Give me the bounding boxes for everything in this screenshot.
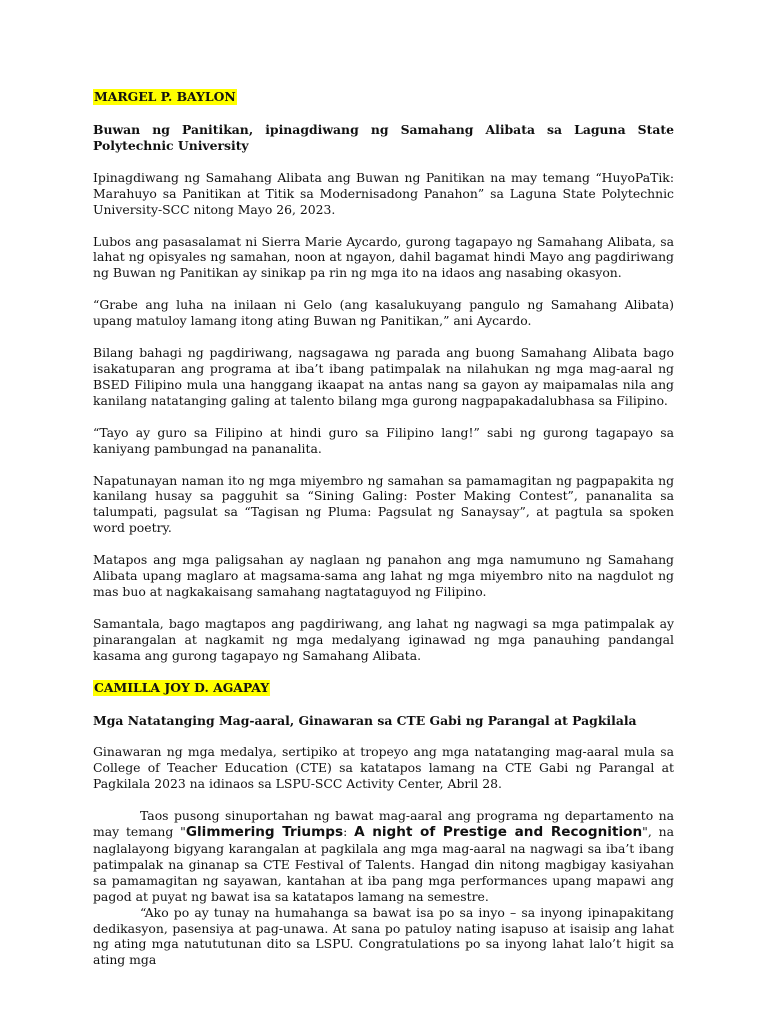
theme-title-part: A night of Prestige and Recognition <box>354 824 643 841</box>
paragraph: Ipinagdiwang ng Samahang Alibata ang Buwan ng Panitikan na may temang “HuyoPaTik: Marahuyo sa Panitikan at Titik sa Modernisadong Panahon” sa Laguna State Polytechnic University-SCC nitong Mayo 26, 2023. <box>93 169 674 217</box>
theme-title-part: Glimmering Triumps <box>185 824 344 841</box>
article-title: Mga Natatanging Mag-aaral, Ginawaran sa CTE Gabi ng Parangal at Pagkilala <box>93 712 637 728</box>
paragraph-quote: “Ako po ay tunay na humahanga sa bawat isa po sa inyo – sa inyong ipinapakitang dedikasyon, pasensiya at pag-unawa. At sana po patuloy nating isapuso at isaisip ang lahat ng ating mga natututunan dito sa LSPU. Congratulations po sa inyong lahat lalo’t higit sa ating mga <box>93 904 674 968</box>
paragraph-text: ", na naglalayong bigyang karangalan at pagkilala ang mga mag-aaral na nagwagi sa iba’t ibang patimpalak na ginanap sa CTE Festival of Talents. Hangad din nitong magbigay kasiyahan sa pamamagitan ng sayawan, kantahan at iba pang mga performances upang mapawi ang pagod at puyat ng bawat isa sa katatapos lamang na semestre. <box>93 824 674 904</box>
paragraph: Ginawaran ng mga medalya, sertipiko at tropeyo ang mga natatanging mag-aaral mula sa College of Teacher Education (CTE) sa katatapos lamang na CTE Gabi ng Parangal at Pagkilala 2023 na idinaos sa LSPU-SCC Activity Center, Abril 28. <box>93 744 674 792</box>
paragraph-theme <box>93 808 674 904</box>
paragraph: “Tayo ay guro sa Filipino at hindi guro sa Filipino lang!” sabi ng gurong tagapayo sa kaniyang pambungad na pananalita. <box>93 424 674 456</box>
paragraph: “Grabe ang luha na inilaan ni Gelo (ang kasalukuyang pangulo ng Samahang Alibata) upang matuloy lamang itong ating Buwan ng Panitikan,” ani Aycardo. <box>93 297 674 329</box>
paragraph-text: Taos pusong sinuportahan ng bawat mag-aaral ang programa ng departamento na may temang " <box>93 808 674 840</box>
article-2 <box>93 677 674 969</box>
paragraph: Matapos ang mga paligsahan ay naglaan ng panahon ang mga namumuno ng Samahang Alibata upang maglaro at magsama-sama ang lahat ng mga miyembro nito na nagdulot ng mas buo at nagkakaisang samahang nagtataguyod ng Filipino. <box>93 552 674 599</box>
paragraph: Bilang bahagi ng pagdiriwang, nagsagawa ng parada ang buong Samahang Alibata bago isakatuparan ang programa at iba’t ibang patimpalak na nilahukan ng mga mag-aaral ng BSED Filipino mula una hanggang ikaapat na antas nang sa gayon ay maipamalas nila ang kanilang natatanging galing at talento bilang mga gurong nagpapakadalubhasa sa Filipino. <box>93 345 674 408</box>
author-name: MARGEL P. BAYLON <box>94 89 236 104</box>
article-1 <box>93 86 674 664</box>
theme-separator: : <box>343 824 355 840</box>
paragraph: Napatunayan naman ito ng mga miyembro ng samahan sa pamamagitan ng pagpapakita ng kanilang husay sa pagguhit sa “Sining Galing: Poster Making Contest”, pananalita sa talumpati, pagsulat sa “Tagisan ng Pluma: Pagsulat ng Sanaysay”, at pagtula sa spoken word poetry. <box>93 472 674 536</box>
paragraph: Lubos ang pasasalamat ni Sierra Marie Aycardo, gurong tagapayo ng Samahang Alibata, sa lahat ng opisyales ng samahan, noon at ngayon, dahil bagamat hindi Mayo ang pagdiriwang ng Buwan ng Panitikan ay sinikap pa rin ng mga ito na idaos ang nasabing okasyon. <box>93 233 674 281</box>
document-page <box>93 86 674 968</box>
paragraph: Samantala, bago magtapos ang pagdiriwang, ang lahat ng nagwagi sa mga patimpalak ay pinarangalan at nagkamit ng mga medalyang iginawad ng mga panauhing pandangal kasama ang gurong tagapayo ng Samahang Alibata. <box>93 615 674 663</box>
article-title: Buwan ng Panitikan, ipinagdiwang ng Samahang Alibata sa Laguna State Polytechnic University <box>93 122 674 153</box>
author-name: CAMILLA JOY D. AGAPAY <box>94 679 270 695</box>
